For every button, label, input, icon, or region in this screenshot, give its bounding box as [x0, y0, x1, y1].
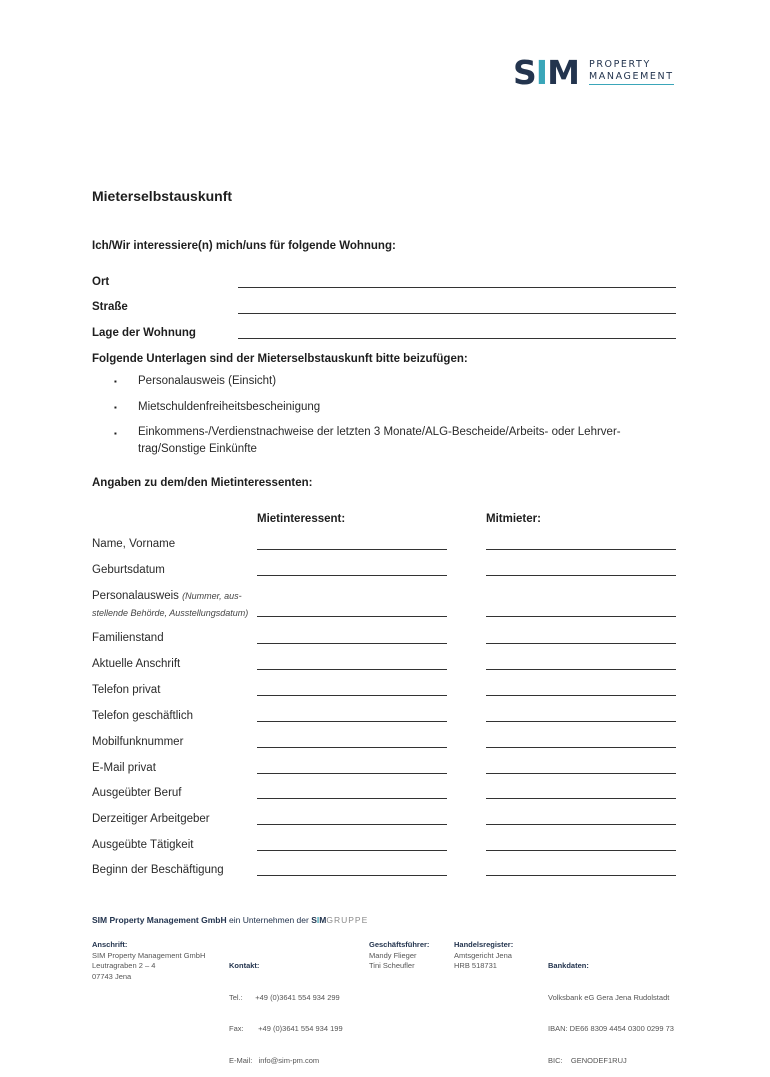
bullet-icon: ▪ [114, 377, 117, 386]
document-item: Personalausweis (Einsicht) [138, 375, 277, 387]
applicant-field-label [92, 762, 156, 774]
co-field-line[interactable] [486, 773, 676, 774]
applicant-field-label-text: Ausgeübter Beruf [92, 787, 182, 799]
primary-field-line[interactable] [257, 575, 447, 576]
co-field-line[interactable] [486, 695, 676, 696]
logo-line2: MANAGEMENT [589, 71, 674, 85]
logo-mark: SIM [513, 53, 579, 92]
footer-col-bank: Bankdaten: Volksbank eG Gera Jena Rudolstadt IBAN: DE66 8309 4454 0300 0299 73 BIC: GENODEF1RUJ [548, 961, 674, 1065]
co-field-line[interactable] [486, 824, 676, 825]
applicant-field-label-text: Personalausweis [92, 590, 179, 602]
footer-col-management: Geschäftsführer: Mandy Flieger Tini Scheufler [369, 940, 430, 970]
applicant-field-label-text: Familienstand [92, 632, 164, 644]
co-field-line[interactable] [486, 798, 676, 799]
co-field-line[interactable] [486, 875, 676, 876]
footer-col-register: Handelsregister: Amtsgericht Jena HRB 518731 [454, 940, 514, 970]
field-line-ort[interactable] [238, 287, 676, 288]
primary-field-line[interactable] [257, 798, 447, 799]
logo-line1: PROPERTY [589, 59, 651, 70]
document-item: Einkommens-/Verdienstnachweise der letzten 3 Monate/ALG-Bescheide/Arbeits- oder Lehrver-trag/Sonstige Einkünfte [138, 426, 621, 455]
applicant-field-label [92, 590, 242, 602]
applicant-field-note: stellende Behörde, Ausstellungsdatum) [92, 608, 249, 618]
footer-tagline: ein Unternehmen der [228, 915, 309, 925]
co-field-line[interactable] [486, 669, 676, 670]
applicant-heading: Angaben zu dem/den Mietinteressenten: [92, 477, 313, 489]
primary-field-line[interactable] [257, 669, 447, 670]
applicant-field-label [92, 787, 182, 799]
applicant-field-label-text: Telefon privat [92, 684, 161, 696]
bullet-icon: ▪ [114, 429, 117, 438]
co-field-line[interactable] [486, 549, 676, 550]
footer-col-contact: Kontakt: Tel.: +49 (0)3641 554 934 299 Fax: +49 (0)3641 554 934 199 E-Mail: info@sim-pm.com [229, 961, 343, 1065]
field-line-lage[interactable] [238, 338, 676, 339]
field-label-ort: Ort [92, 276, 110, 288]
applicant-field-label [92, 813, 210, 825]
primary-field-line[interactable] [257, 616, 447, 617]
field-label-strasse: Straße [92, 301, 128, 313]
document-item: Mietschuldenfreiheitsbescheinigung [138, 401, 321, 413]
applicant-field-label [92, 710, 193, 722]
field-line-strasse[interactable] [238, 313, 676, 314]
co-field-line[interactable] [486, 747, 676, 748]
applicant-field-label [92, 864, 224, 876]
col-header-primary: Mietinteressent: [257, 513, 346, 525]
intro-text: Ich/Wir interessiere(n) mich/uns für folgende Wohnung: [92, 240, 396, 252]
primary-field-line[interactable] [257, 773, 447, 774]
applicant-field-label [92, 839, 193, 851]
footer-col-address: Anschrift: SIM Property Management GmbH Leutragraben 2 – 4 07743 Jena [92, 940, 206, 981]
primary-field-line[interactable] [257, 549, 447, 550]
applicant-field-label [92, 538, 175, 550]
primary-field-line[interactable] [257, 747, 447, 748]
applicant-field-label [92, 564, 165, 576]
applicant-field-label [92, 632, 164, 644]
bullet-icon: ▪ [114, 403, 117, 412]
applicant-field-label [92, 736, 183, 748]
col-header-co: Mitmieter: [486, 513, 541, 525]
primary-field-line[interactable] [257, 850, 447, 851]
footer-company-line [92, 915, 368, 925]
primary-field-line[interactable] [257, 721, 447, 722]
applicant-field-label-text: Telefon geschäftlich [92, 710, 194, 722]
applicant-field-label-text: Derzeitiger Arbeitgeber [92, 813, 210, 825]
co-field-line[interactable] [486, 721, 676, 722]
applicant-field-label-text: Beginn der Beschäftigung [92, 864, 224, 876]
applicant-field-label-text: Name, Vorname [92, 538, 176, 550]
page-title: Mieterselbstauskunft [92, 188, 233, 204]
co-field-line[interactable] [486, 575, 676, 576]
applicant-field-label-text: E-Mail privat [92, 762, 156, 774]
primary-field-line[interactable] [257, 875, 447, 876]
primary-field-line[interactable] [257, 643, 447, 644]
primary-field-line[interactable] [257, 695, 447, 696]
applicant-field-label-text: Geburtsdatum [92, 564, 165, 576]
applicant-field-note: (Nummer, aus- [182, 591, 242, 601]
applicant-field-label-text: Ausgeübte Tätigkeit [92, 839, 194, 851]
applicant-field-label [92, 684, 160, 696]
applicant-field-label-text: Aktuelle Anschrift [92, 658, 181, 670]
footer-company: SIM Property Management GmbH [92, 915, 227, 925]
group-logo: SIM [311, 915, 327, 925]
co-field-line[interactable] [486, 616, 676, 617]
field-label-lage: Lage der Wohnung [92, 327, 196, 339]
logo-text [589, 59, 674, 85]
co-field-line[interactable] [486, 643, 676, 644]
documents-heading: Folgende Unterlagen sind der Mieterselbstauskunft bitte beizufügen: [92, 353, 468, 365]
co-field-line[interactable] [486, 850, 676, 851]
group-word: GRUPPE [326, 915, 369, 925]
applicant-field-label-text: Mobilfunknummer [92, 736, 184, 748]
primary-field-line[interactable] [257, 824, 447, 825]
applicant-field-label [92, 658, 180, 670]
